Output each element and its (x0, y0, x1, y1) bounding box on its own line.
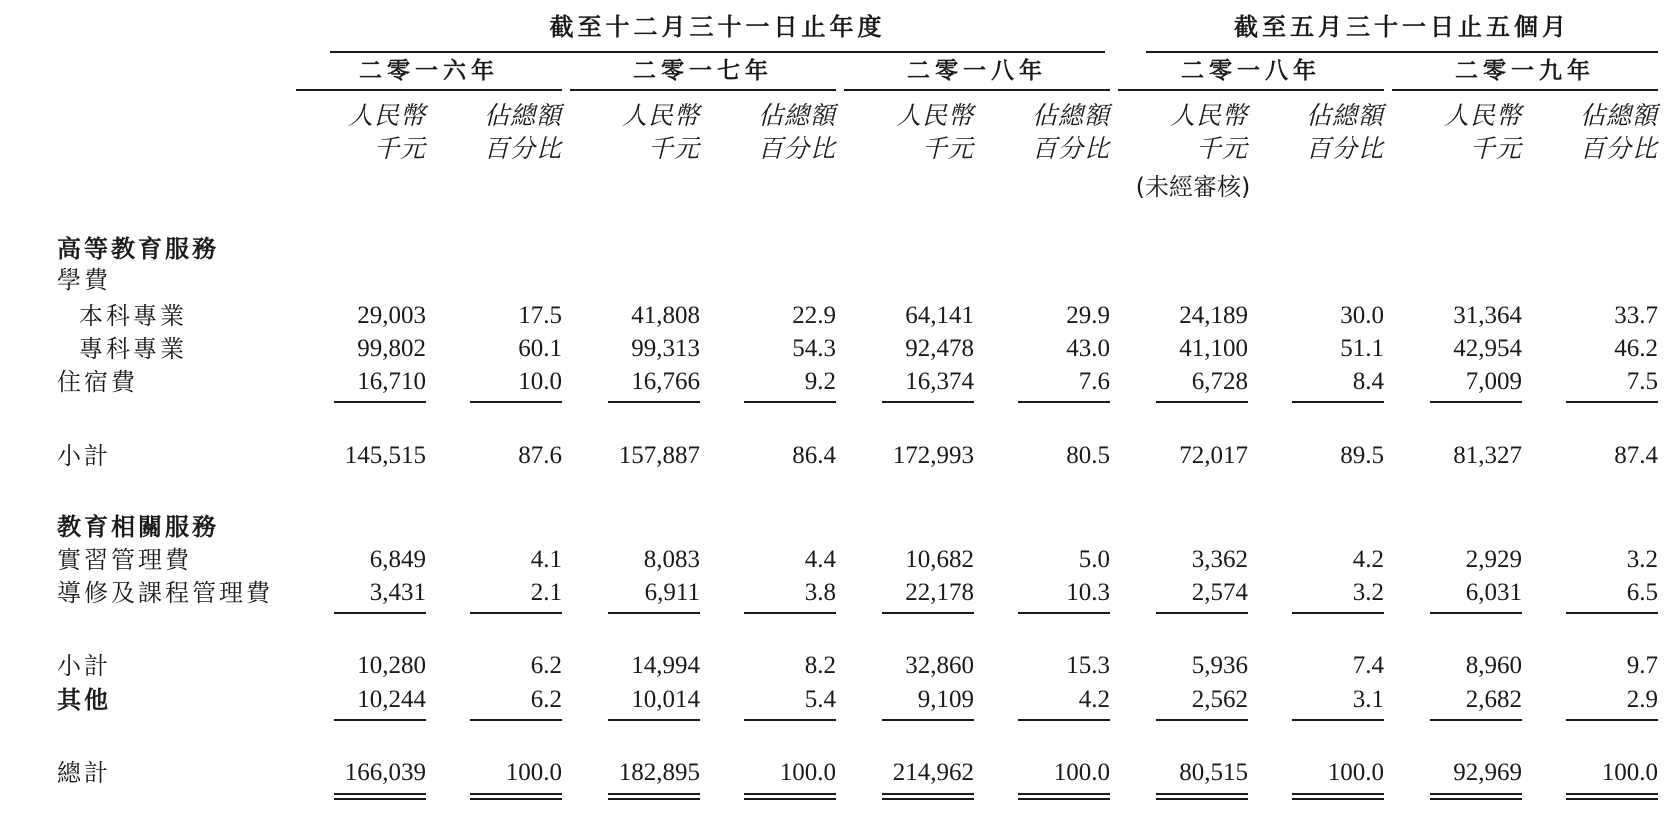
column-underline (882, 401, 974, 403)
percent-column-header: 佔總額 (1305, 101, 1384, 130)
period-rule (1118, 89, 1384, 91)
column-underline (1566, 612, 1658, 614)
table-cell: 87.6 (518, 442, 562, 469)
column-underline (334, 719, 426, 721)
table-cell: 92,478 (905, 335, 974, 362)
column-underline (470, 401, 562, 403)
table-cell: 3.2 (1626, 546, 1658, 573)
table-cell: 9.2 (804, 368, 836, 395)
table-cell: 9,109 (917, 686, 974, 713)
table-cell: 2,929 (1465, 546, 1522, 573)
table-cell: 10,682 (905, 546, 974, 573)
table-cell: 7,009 (1465, 368, 1522, 395)
table-cell: 5.4 (804, 686, 836, 713)
table-cell: 3,431 (369, 579, 426, 606)
table-cell: 17.5 (518, 302, 562, 329)
period-header: 二零一九年 (1455, 58, 1595, 84)
row-label: 教育相關服務 (57, 513, 219, 541)
row-label: 專科專業 (79, 335, 187, 363)
table-cell: 2,682 (1465, 686, 1522, 713)
column-underline (608, 719, 700, 721)
table-cell: 64,141 (905, 302, 974, 329)
rmb-column-header: 人民幣 (347, 101, 426, 130)
header-rule (1146, 51, 1658, 53)
table-cell: 4.2 (1352, 546, 1384, 573)
table-cell: 2.1 (530, 579, 562, 606)
table-cell: 46.2 (1614, 335, 1658, 362)
table-cell: 8.4 (1352, 368, 1384, 395)
double-underline (882, 793, 974, 800)
column-underline (1292, 612, 1384, 614)
period-rule (296, 89, 562, 91)
period-header: 二零一八年 (1181, 58, 1321, 84)
table-cell: 87.4 (1614, 442, 1658, 469)
column-underline (608, 401, 700, 403)
table-cell: 157,887 (618, 442, 700, 469)
double-underline (1292, 793, 1384, 800)
table-cell: 100.0 (1601, 759, 1658, 786)
rmb-column-header: 人民幣 (1443, 101, 1522, 130)
table-cell: 16,374 (905, 368, 974, 395)
unaudited-note: (未經審核) (1135, 173, 1251, 201)
period-header: 二零一六年 (359, 58, 499, 84)
column-group-header: 截至五月三十一日止五個月 (1234, 13, 1570, 41)
table-cell: 100.0 (1327, 759, 1384, 786)
table-cell: 41,808 (631, 302, 700, 329)
table-cell: 99,802 (357, 335, 426, 362)
column-underline (1018, 612, 1110, 614)
table-cell: 14,994 (631, 652, 700, 679)
rmb-column-header: 人民幣 (1169, 101, 1248, 130)
table-cell: 10,014 (631, 686, 700, 713)
table-cell: 22,178 (905, 579, 974, 606)
table-cell: 80,515 (1179, 759, 1248, 786)
table-cell: 42,954 (1453, 335, 1522, 362)
column-underline (470, 612, 562, 614)
table-cell: 9.7 (1626, 652, 1658, 679)
column-underline (744, 719, 836, 721)
table-cell: 81,327 (1453, 442, 1522, 469)
double-underline (1156, 793, 1248, 800)
table-cell: 6.5 (1626, 579, 1658, 606)
table-cell: 166,039 (344, 759, 426, 786)
double-underline (470, 793, 562, 800)
column-underline (1156, 401, 1248, 403)
table-cell: 100.0 (1053, 759, 1110, 786)
table-cell: 2,562 (1191, 686, 1248, 713)
table-cell: 8.2 (804, 652, 836, 679)
column-underline (470, 719, 562, 721)
column-underline (334, 401, 426, 403)
column-group-header: 截至十二月三十一日止年度 (549, 13, 886, 41)
table-cell: 54.3 (792, 335, 836, 362)
table-cell: 99,313 (631, 335, 700, 362)
table-cell: 182,895 (618, 759, 700, 786)
table-cell: 43.0 (1066, 335, 1110, 362)
table-cell: 7.5 (1626, 368, 1658, 395)
column-underline (1430, 401, 1522, 403)
column-underline (882, 719, 974, 721)
table-cell: 3.1 (1352, 686, 1384, 713)
table-cell: 60.1 (518, 335, 562, 362)
percent-column-header: 百分比 (1305, 134, 1384, 163)
table-cell: 6,031 (1465, 579, 1522, 606)
table-cell: 3,362 (1191, 546, 1248, 573)
double-underline (1566, 793, 1658, 800)
table-cell: 172,993 (892, 442, 974, 469)
rmb-column-header: 人民幣 (621, 101, 700, 130)
column-underline (744, 401, 836, 403)
table-cell: 51.1 (1340, 335, 1384, 362)
table-cell: 4.1 (530, 546, 562, 573)
table-cell: 100.0 (505, 759, 562, 786)
table-cell: 29.9 (1066, 302, 1110, 329)
row-label: 高等教育服務 (57, 235, 219, 263)
table-cell: 24,189 (1179, 302, 1248, 329)
row-label: 實習管理費 (57, 546, 192, 574)
table-cell: 6.2 (530, 652, 562, 679)
table-cell: 2.9 (1626, 686, 1658, 713)
period-header: 二零一七年 (633, 58, 773, 84)
table-cell: 16,710 (357, 368, 426, 395)
table-cell: 2,574 (1191, 579, 1248, 606)
column-underline (608, 612, 700, 614)
column-underline (1566, 719, 1658, 721)
table-cell: 10,280 (357, 652, 426, 679)
double-underline (744, 793, 836, 800)
column-underline (1292, 719, 1384, 721)
table-cell: 41,100 (1179, 335, 1248, 362)
table-cell: 33.7 (1614, 302, 1658, 329)
table-cell: 6.2 (530, 686, 562, 713)
table-cell: 3.8 (804, 579, 836, 606)
row-label: 學費 (57, 266, 111, 294)
double-underline (1018, 793, 1110, 800)
table-cell: 145,515 (344, 442, 426, 469)
row-label: 本科專業 (79, 302, 187, 330)
table-cell: 3.2 (1352, 579, 1384, 606)
table-cell: 10,244 (357, 686, 426, 713)
percent-column-header: 百分比 (483, 134, 562, 163)
row-label: 總計 (57, 759, 111, 787)
table-cell: 31,364 (1453, 302, 1522, 329)
percent-column-header: 佔總額 (483, 101, 562, 130)
table-cell: 92,969 (1453, 759, 1522, 786)
double-underline (608, 793, 700, 800)
table-cell: 80.5 (1066, 442, 1110, 469)
column-underline (1430, 612, 1522, 614)
row-label: 住宿費 (57, 368, 138, 396)
table-cell: 30.0 (1340, 302, 1384, 329)
header-rule (330, 51, 1105, 53)
rmb-column-header: 千元 (647, 134, 700, 163)
table-cell: 7.4 (1352, 652, 1384, 679)
period-header: 二零一八年 (907, 58, 1047, 84)
percent-column-header: 百分比 (757, 134, 836, 163)
column-underline (744, 612, 836, 614)
table-cell: 100.0 (779, 759, 836, 786)
column-underline (1156, 612, 1248, 614)
period-rule (1392, 89, 1658, 91)
row-label: 小計 (57, 652, 111, 680)
table-cell: 72,017 (1179, 442, 1248, 469)
table-cell: 8,083 (643, 546, 700, 573)
table-cell: 22.9 (792, 302, 836, 329)
table-cell: 29,003 (357, 302, 426, 329)
table-cell: 10.3 (1066, 579, 1110, 606)
percent-column-header: 佔總額 (757, 101, 836, 130)
table-cell: 10.0 (518, 368, 562, 395)
percent-column-header: 百分比 (1579, 134, 1658, 163)
table-cell: 5.0 (1078, 546, 1110, 573)
double-underline (334, 793, 426, 800)
table-cell: 4.2 (1078, 686, 1110, 713)
column-underline (1156, 719, 1248, 721)
column-underline (1018, 401, 1110, 403)
column-underline (334, 612, 426, 614)
table-cell: 4.4 (804, 546, 836, 573)
percent-column-header: 佔總額 (1579, 101, 1658, 130)
percent-column-header: 百分比 (1031, 134, 1110, 163)
period-rule (844, 89, 1110, 91)
rmb-column-header: 千元 (1469, 134, 1522, 163)
table-cell: 6,849 (369, 546, 426, 573)
row-label: 其他 (57, 686, 111, 714)
rmb-column-header: 人民幣 (895, 101, 974, 130)
percent-column-header: 佔總額 (1031, 101, 1110, 130)
table-cell: 7.6 (1078, 368, 1110, 395)
table-cell: 5,936 (1191, 652, 1248, 679)
column-underline (882, 612, 974, 614)
column-underline (1566, 401, 1658, 403)
table-cell: 86.4 (792, 442, 836, 469)
table-cell: 214,962 (892, 759, 974, 786)
rmb-column-header: 千元 (921, 134, 974, 163)
row-label: 小計 (57, 442, 111, 470)
table-cell: 16,766 (631, 368, 700, 395)
table-cell: 15.3 (1066, 652, 1110, 679)
column-underline (1292, 401, 1384, 403)
table-cell: 32,860 (905, 652, 974, 679)
rmb-column-header: 千元 (1195, 134, 1248, 163)
table-cell: 8,960 (1465, 652, 1522, 679)
column-underline (1430, 719, 1522, 721)
table-cell: 89.5 (1340, 442, 1384, 469)
period-rule (570, 89, 836, 91)
double-underline (1430, 793, 1522, 800)
row-label: 導修及課程管理費 (57, 579, 273, 607)
column-underline (1018, 719, 1110, 721)
table-cell: 6,911 (644, 579, 700, 606)
table-cell: 6,728 (1191, 368, 1248, 395)
rmb-column-header: 千元 (373, 134, 426, 163)
